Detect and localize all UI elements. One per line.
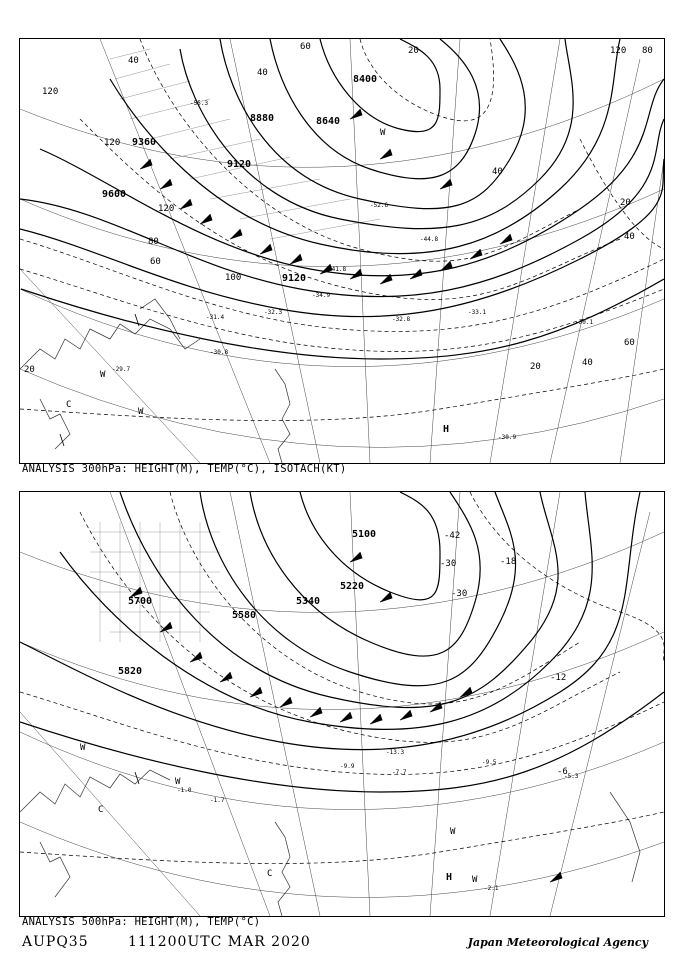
isotach-label: 120 — [42, 87, 59, 97]
temp-label: -1.7 — [210, 797, 225, 804]
high-pressure-marker: H — [443, 424, 450, 435]
warm-marker: W — [450, 827, 456, 837]
height-label: 5340 — [296, 596, 321, 607]
temp-label: -7.7 — [392, 769, 407, 776]
isotach-label: 40 — [624, 232, 635, 242]
cold-marker: C — [66, 400, 72, 410]
isotach-label: 80 — [642, 46, 653, 56]
warm-marker: W — [80, 743, 86, 753]
temp-label: -18 — [500, 557, 517, 567]
map-panel-500hpa — [19, 491, 665, 917]
height-label: 5820 — [118, 666, 143, 677]
isotach-label: 20 — [24, 365, 35, 375]
isotach-label: 100 — [225, 273, 242, 283]
temp-labels-300 — [112, 100, 593, 441]
temp-label: -9.5 — [482, 759, 497, 766]
height-label: 9360 — [132, 137, 157, 148]
temp-label: -30 — [451, 589, 468, 599]
height-label: 5580 — [232, 610, 257, 621]
isotach-label: 40 — [492, 167, 503, 177]
height-label: 5220 — [340, 581, 365, 592]
height-label: 5700 — [128, 596, 153, 607]
isotach-label: 120 — [158, 204, 175, 214]
chart-code: AUPQ35 — [22, 934, 89, 950]
temp-label: -30 — [440, 559, 457, 569]
cold-marker: C — [98, 805, 104, 815]
temp-label: -30.1 — [575, 319, 594, 326]
temp-label: -34.9 — [312, 292, 331, 299]
temp-label: -2.1 — [484, 885, 499, 892]
temp-label: -41.8 — [328, 266, 347, 273]
height-label: 8880 — [250, 113, 275, 124]
warm-marker: W — [138, 407, 144, 417]
temp-label: -29.7 — [112, 366, 131, 373]
coastline — [20, 770, 640, 916]
map-panel-300hpa — [19, 38, 665, 464]
caption-300hpa: ANALYSIS 300hPa: HEIGHT(M), TEMP(°C), ISOTACH(KT) — [22, 463, 347, 475]
height-label: 9600 — [102, 189, 127, 200]
caption-500hpa: ANALYSIS 500hPa: HEIGHT(M), TEMP(°C) — [22, 916, 261, 928]
temp-label: -9.9 — [340, 763, 355, 770]
temp-label: -32.3 — [264, 309, 283, 316]
isotach-label: 80 — [148, 237, 159, 247]
temp-label: -52.6 — [370, 202, 389, 209]
temp-label: -31.4 — [206, 314, 225, 321]
isotach-label: 120 — [610, 46, 627, 56]
isotach-label: 40 — [257, 68, 268, 78]
height-label: 8640 — [316, 116, 341, 127]
temp-label: -12 — [550, 673, 567, 683]
height-label: 9120 — [282, 273, 307, 284]
temp-label: -5.3 — [564, 773, 579, 780]
analysis-time: 111200UTC MAR 2020 — [128, 934, 311, 950]
temp-label: -30.8 — [210, 349, 229, 356]
map-300hpa-canvas — [20, 39, 664, 463]
high-pressure-marker: H — [446, 872, 453, 883]
temp-label: -55.3 — [190, 100, 209, 107]
height-label: 8400 — [353, 74, 378, 85]
map-500hpa-canvas — [20, 492, 664, 916]
temp-label: -33.1 — [468, 309, 487, 316]
warm-marker: W — [175, 777, 181, 787]
temp-label: -1.0 — [177, 787, 192, 794]
warm-marker: W — [472, 875, 478, 885]
isotach-label: 40 — [128, 56, 139, 66]
graticule-meridians — [20, 39, 664, 463]
height-label: 5100 — [352, 529, 377, 540]
isotach-label: 20 — [620, 198, 631, 208]
isotherms — [20, 39, 664, 421]
height-contours — [20, 492, 664, 792]
temp-label: -44.8 — [420, 236, 439, 243]
isotach-label: 20 — [408, 46, 419, 56]
temp-label: -13.3 — [386, 749, 405, 756]
temp-label: -6 — [557, 767, 568, 777]
temp-label: -42 — [444, 531, 461, 541]
isotach-label: 60 — [300, 42, 311, 52]
isotach-label: 120 — [104, 138, 121, 148]
agency-name: Japan Meteorological Agency — [467, 936, 648, 949]
temp-label: -30.9 — [498, 434, 517, 441]
temp-label: -32.8 — [392, 316, 411, 323]
isotach-label: 40 — [582, 358, 593, 368]
graticule-parallels — [20, 79, 664, 447]
height-label: 9120 — [227, 159, 252, 170]
isotach-label: 20 — [530, 362, 541, 372]
warm-marker: W — [380, 128, 386, 138]
isotach-label: 60 — [624, 338, 635, 348]
isotach-label: 60 — [150, 257, 161, 267]
cold-marker: C — [267, 869, 273, 879]
coastline — [20, 299, 290, 463]
warm-marker: W — [100, 370, 106, 380]
height-labels-500 — [118, 529, 376, 677]
